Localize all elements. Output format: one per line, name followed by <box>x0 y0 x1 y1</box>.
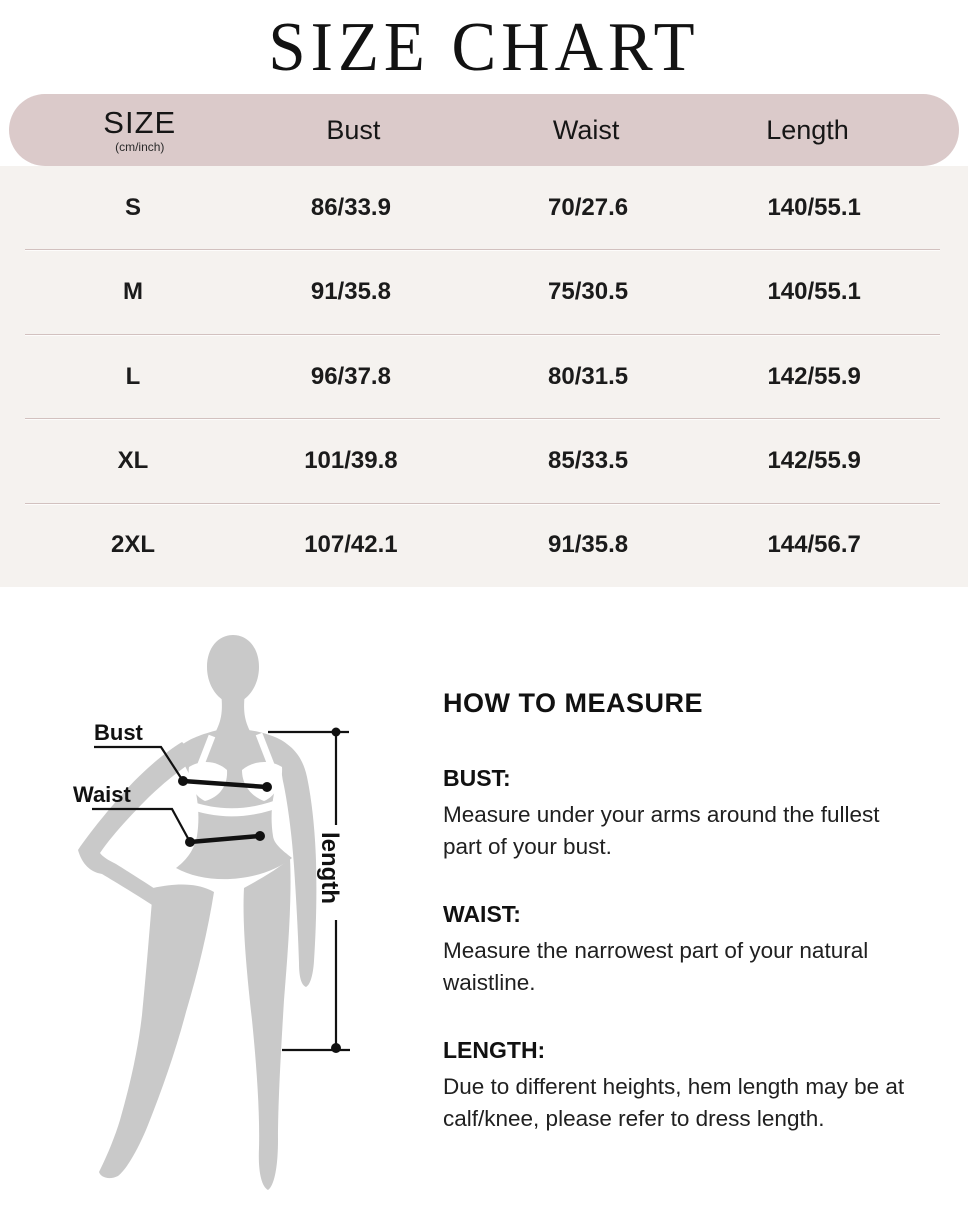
table-body <box>0 166 968 587</box>
size-table <box>0 94 968 587</box>
waist-label: Waist <box>73 782 131 807</box>
cell-bust: 86/33.9 <box>310 193 391 221</box>
table-row-l <box>0 335 968 418</box>
length-label: length <box>316 832 343 904</box>
cell-size: M <box>123 278 143 306</box>
bust-dot-left <box>178 776 188 786</box>
cell-size: S <box>124 193 141 221</box>
cell-length: 140/55.1 <box>767 278 861 306</box>
length-dot-bottom <box>331 1043 341 1053</box>
cell-bust: 107/42.1 <box>304 531 398 559</box>
cell-bust: 91/35.8 <box>310 278 391 306</box>
bust-label: Bust <box>94 720 143 745</box>
measure-label-length: LENGTH: <box>443 1037 546 1063</box>
bust-dot-right <box>262 782 272 792</box>
table-header <box>9 94 959 166</box>
table-row-2xl <box>0 504 968 587</box>
waist-dot-left <box>185 837 195 847</box>
measure-section <box>0 620 968 1205</box>
cell-waist: 75/30.5 <box>548 278 629 306</box>
cell-size: XL <box>117 446 149 474</box>
measure-label-bust: BUST: <box>443 765 511 791</box>
title-bar <box>0 0 968 94</box>
silhouette-head <box>207 635 259 702</box>
how-to-measure-heading: HOW TO MEASURE <box>443 688 704 718</box>
measure-text-bust: Measure under your arms around the fullest part of your bust. <box>443 802 880 859</box>
cell-size: L <box>125 362 141 390</box>
body-measure-diagram <box>30 620 443 1200</box>
header-col-bust: Bust <box>326 114 381 145</box>
cell-bust: 96/37.8 <box>310 362 391 390</box>
silhouette-neck <box>215 692 251 733</box>
waist-dot-right <box>255 831 265 841</box>
header-col-waist: Waist <box>552 114 620 145</box>
cell-length: 142/55.9 <box>767 446 861 474</box>
cell-length: 140/55.1 <box>767 193 861 221</box>
header-unit-note: (cm/inch) <box>115 140 165 154</box>
cell-waist: 80/31.5 <box>548 362 629 390</box>
measure-item-length <box>443 1037 913 1135</box>
silhouette-leg-right <box>244 858 291 1190</box>
header-col-length: Length <box>766 114 849 145</box>
figure-diagram <box>30 620 443 1205</box>
header-size-label: SIZE <box>103 105 177 140</box>
cell-waist: 91/35.8 <box>548 531 629 559</box>
body-silhouette <box>78 635 316 1190</box>
measure-label-waist: WAIST: <box>443 901 521 927</box>
how-to-measure-section <box>443 620 913 1205</box>
table-row-m <box>0 250 968 333</box>
cell-waist: 70/27.6 <box>548 193 629 221</box>
measure-item-bust <box>443 765 913 863</box>
silhouette-leg-left <box>99 885 214 1179</box>
measure-item-waist <box>443 901 913 999</box>
measure-text-length: Due to different heights, hem length may be at calf/knee, please refer to dress length. <box>443 1074 905 1131</box>
cell-bust: 101/39.8 <box>304 446 398 474</box>
header-col-size <box>9 107 247 153</box>
page-title: SIZE CHART <box>268 8 700 85</box>
cell-length: 144/56.7 <box>767 531 861 559</box>
table-row-xl <box>0 419 968 502</box>
table-row-s <box>0 166 968 249</box>
cell-size: 2XL <box>110 531 155 559</box>
cell-length: 142/55.9 <box>767 362 861 390</box>
cell-waist: 85/33.5 <box>548 446 629 474</box>
measure-text-waist: Measure the narrowest part of your natural waistline. <box>443 938 869 995</box>
